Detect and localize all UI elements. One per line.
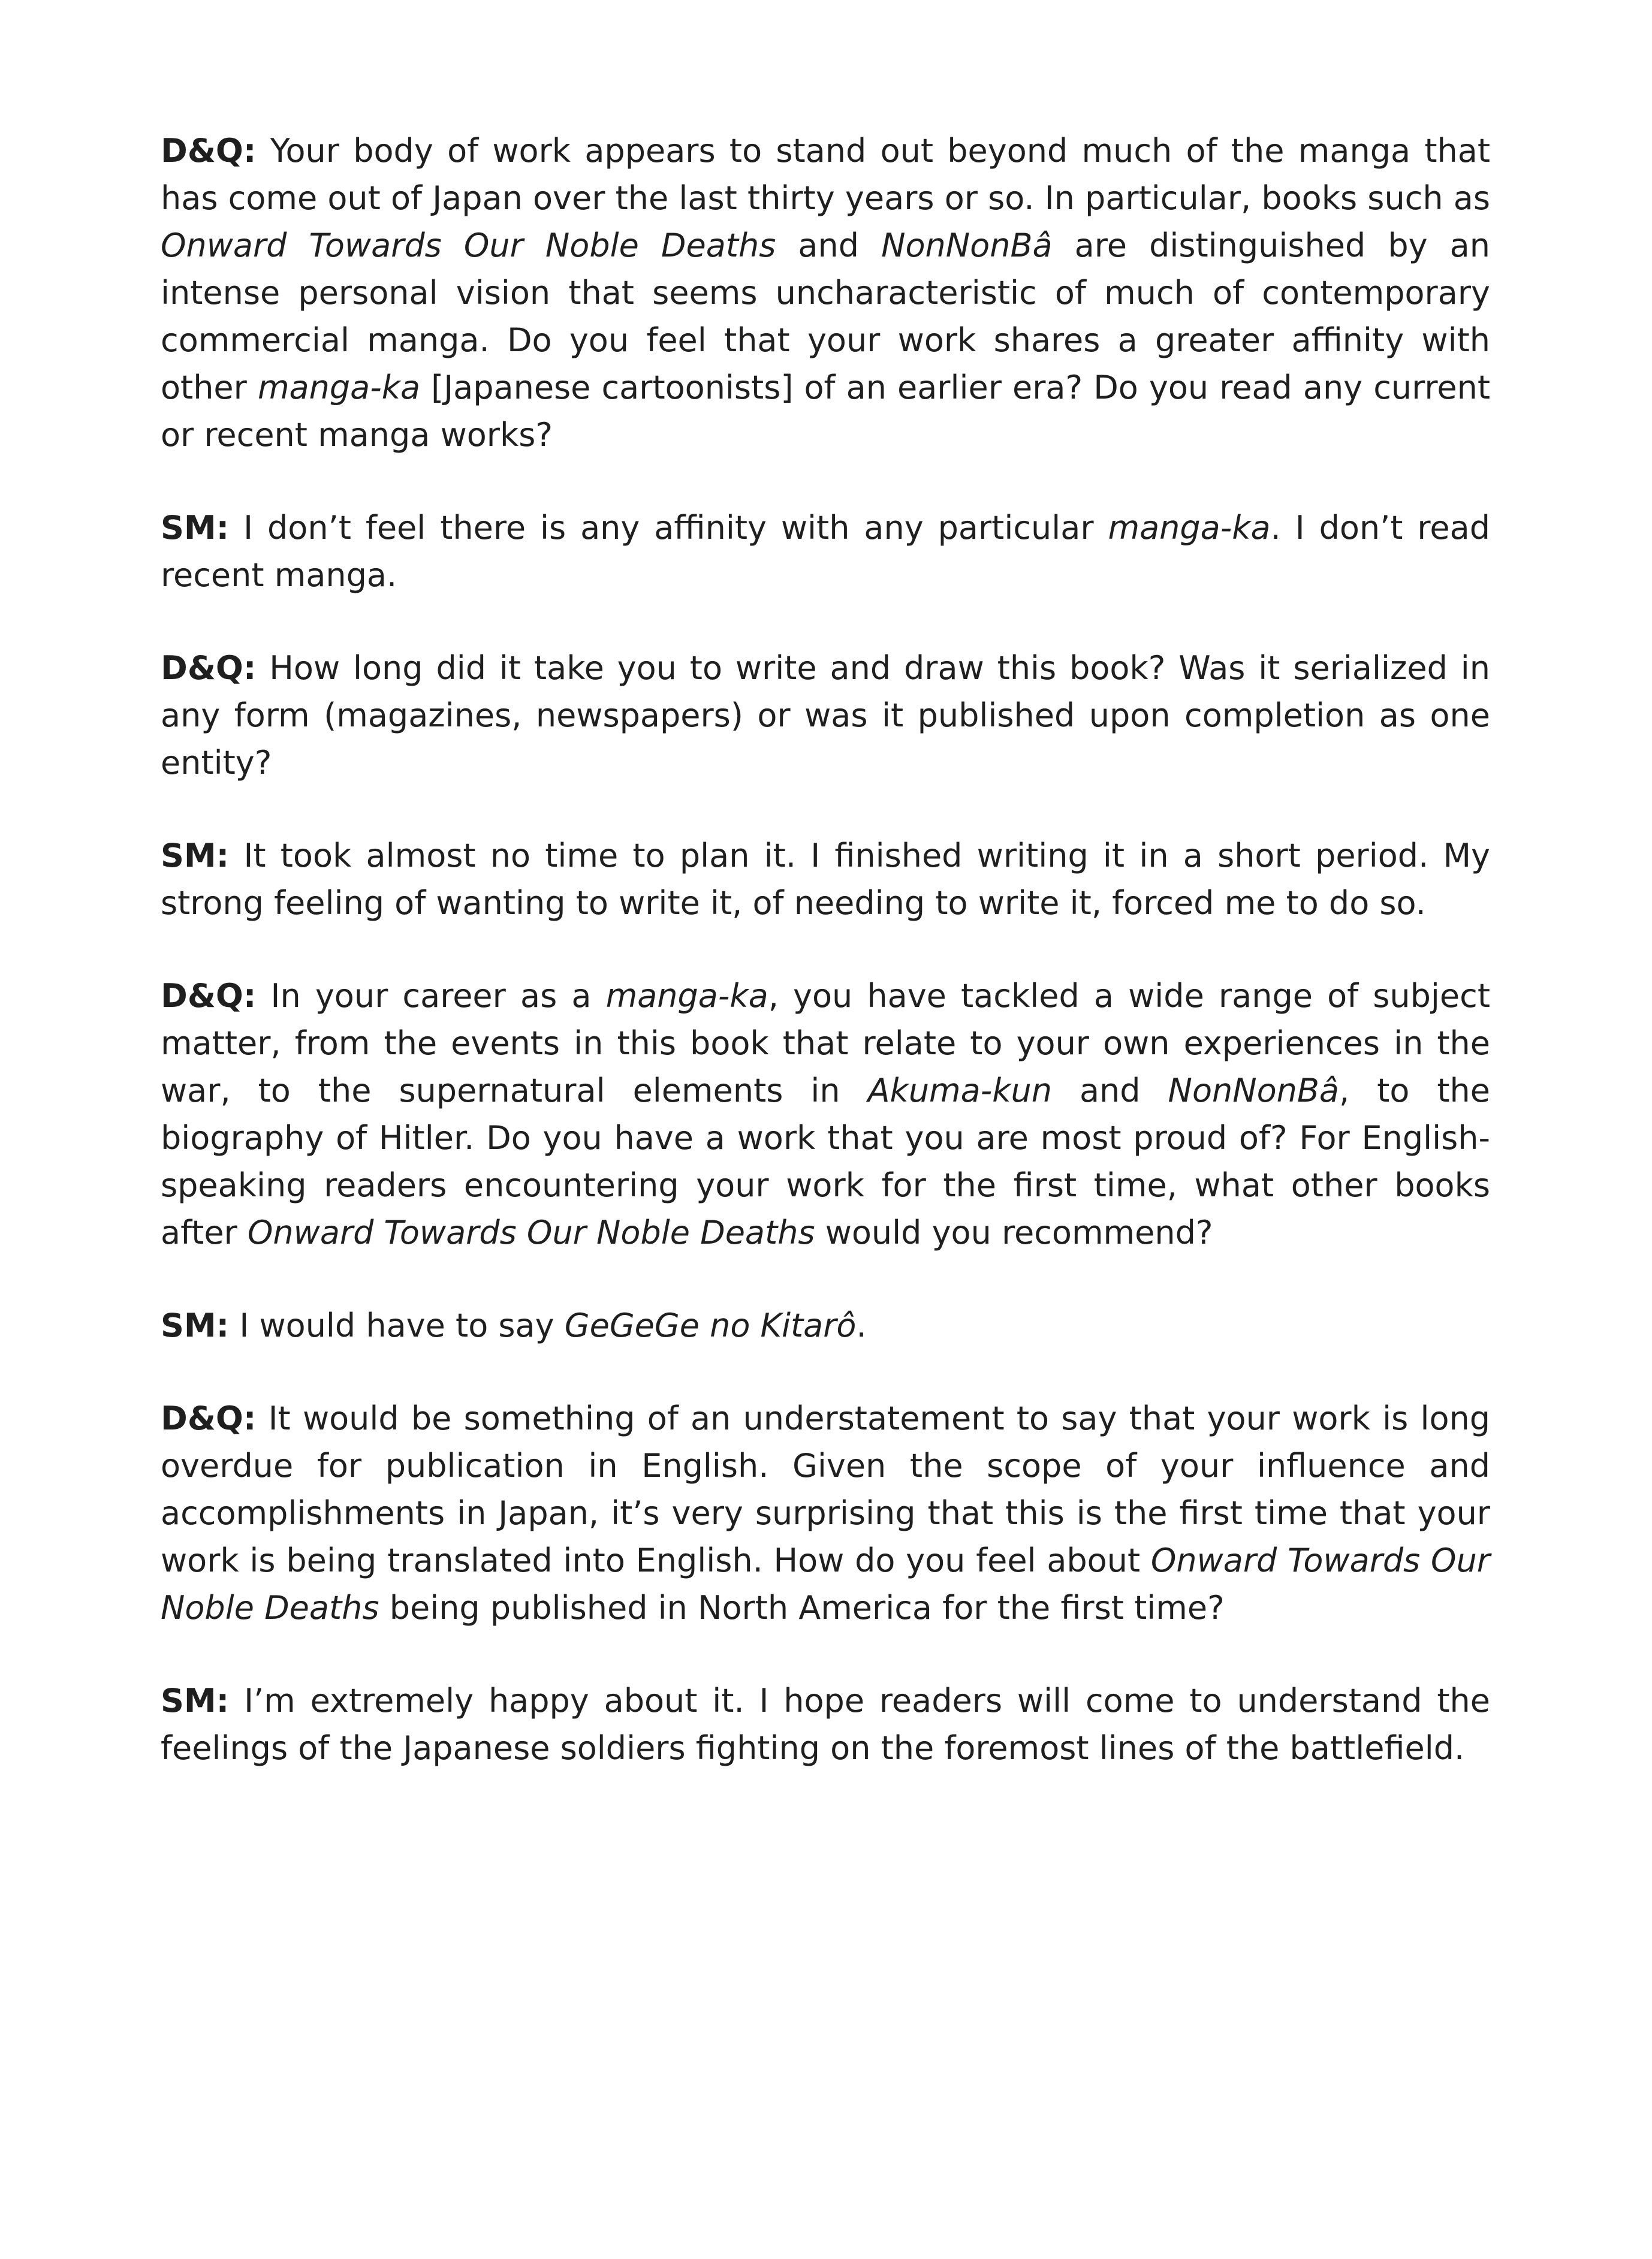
italic-title-text: manga-ka: [605, 977, 768, 1015]
body-text: , you have tackled a wide range of subject matter, from the events in this book that relate to your own experiences in the war, to the supernatural elements in: [161, 977, 1490, 1109]
italic-title-text: Onward Towards Our Noble Deaths: [161, 227, 776, 264]
italic-title-text: NonNonBâ: [1168, 1072, 1339, 1109]
interview-paragraph: [161, 644, 1490, 786]
body-text: . I don’t read recent manga.: [161, 509, 1490, 594]
body-text: would you recommend?: [815, 1214, 1213, 1251]
interview-page: [161, 127, 1490, 1817]
italic-title-text: manga-ka: [257, 369, 421, 406]
interview-paragraph: [161, 832, 1490, 927]
body-text: How long did it take you to write and draw this book? Was it serialized in any form (magazines, newspapers) or was it published upon completion as one entity?: [161, 649, 1490, 782]
body-text: In your career as a: [256, 977, 606, 1015]
body-text: I would have to say: [229, 1307, 565, 1344]
body-text: and: [776, 227, 882, 264]
speaker-label: D&Q:: [161, 649, 257, 687]
body-text: Your body of work appears to stand out beyond much of the manga that has come out of Japan over the last thirty years or so. In particular, books such as: [161, 132, 1490, 217]
interview-paragraph: [161, 972, 1490, 1256]
speaker-label: SM:: [161, 509, 230, 547]
italic-title-text: Onward Towards Our Noble Deaths: [247, 1214, 815, 1251]
italic-title-text: Akuma-kun: [867, 1072, 1052, 1109]
speaker-label: D&Q:: [161, 132, 257, 170]
interview-paragraph: [161, 1395, 1490, 1631]
italic-title-text: manga-ka: [1108, 509, 1271, 547]
interview-paragraph: [161, 127, 1490, 459]
body-text: are distinguished by an intense personal vision that seems uncharacteristic of much of contemporary commercial manga. Do you feel that your work shares a greater affinity with other: [161, 227, 1490, 406]
body-text: It would be something of an understatement to say that your work is long overdue for publication in English. Given the scope of your influence and accomplishments in Japan, it’s very surprising that this is the first time that your work is being translated into English. How do you feel about: [161, 1400, 1490, 1579]
body-text: It took almost no time to plan it. I finished writing it in a short period. My strong feeling of wanting to write it, of needing to write it, forced me to do so.: [161, 837, 1490, 922]
interview-paragraph: [161, 504, 1490, 599]
body-text: I don’t feel there is any affinity with any particular: [229, 509, 1108, 547]
speaker-label: D&Q:: [161, 977, 257, 1015]
italic-title-text: GeGeGe no Kitarô: [564, 1307, 857, 1344]
body-text: .: [856, 1307, 867, 1344]
body-text: I’m extremely happy about it. I hope readers will come to understand the feelings of the Japanese soldiers fighting on the foremost lines of the battlefield.: [161, 1682, 1490, 1767]
body-text: [Japanese cartoonists] of an earlier era? Do you read any current or recent manga works?: [161, 369, 1490, 454]
speaker-label: D&Q:: [161, 1400, 257, 1437]
italic-title-text: Onward Towards Our Noble Deaths: [161, 1542, 1490, 1627]
speaker-label: SM:: [161, 1682, 230, 1720]
speaker-label: SM:: [161, 837, 230, 874]
body-text: , to the biography of Hitler. Do you have a work that you are most proud of? For English-speaking readers encountering your work for the first time, what other books after: [161, 1072, 1490, 1251]
interview-paragraph: [161, 1677, 1490, 1772]
interview-paragraph: [161, 1302, 1490, 1349]
body-text: and: [1051, 1072, 1168, 1109]
body-text: being published in North America for the first time?: [379, 1589, 1225, 1627]
italic-title-text: NonNonBâ: [881, 227, 1053, 264]
speaker-label: SM:: [161, 1307, 230, 1344]
